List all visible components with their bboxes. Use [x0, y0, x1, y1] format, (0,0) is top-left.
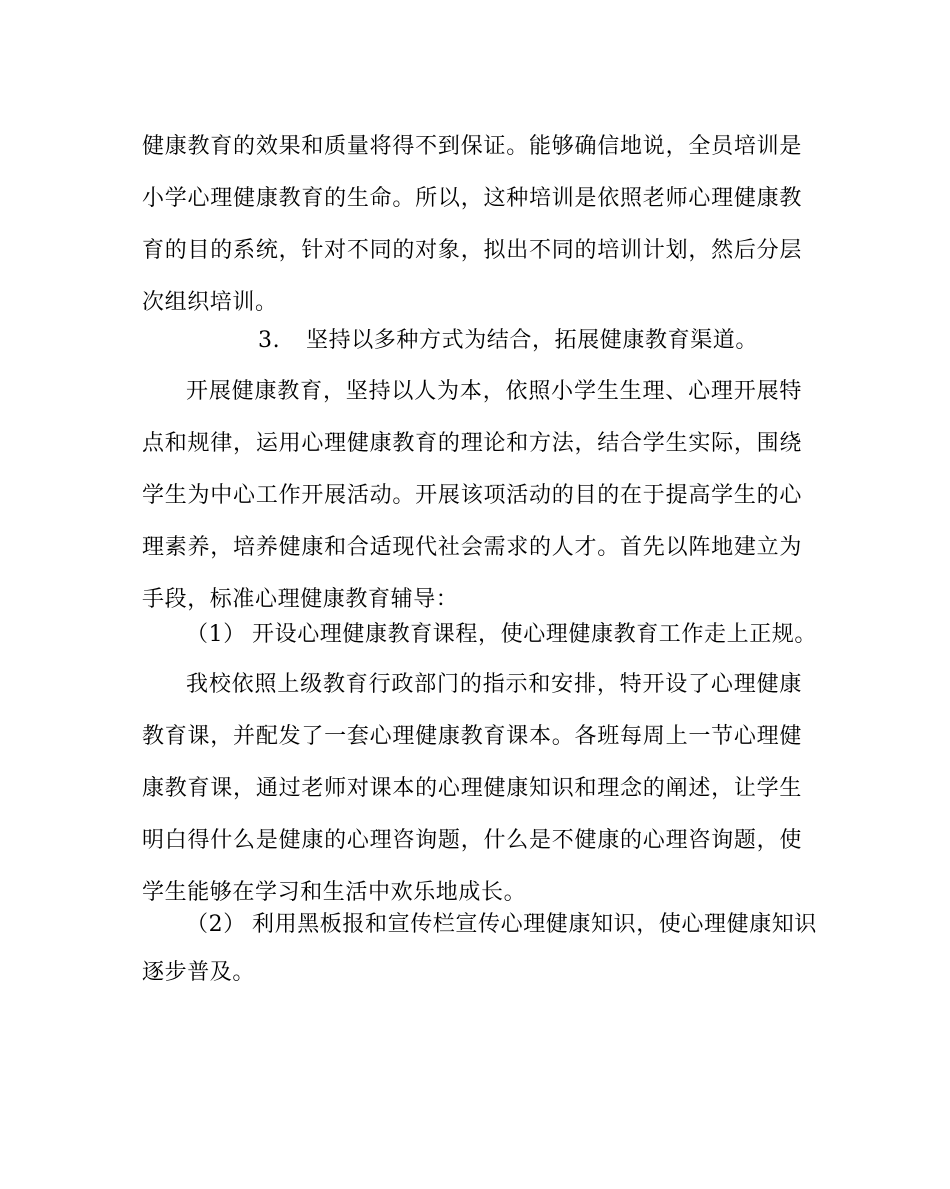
paragraph-course-description: 我校依照上级教育行政部门的指示和安排，特开设了心理健康教育课，并配发了一套心理健康教育课本。各班每周上一节心理健康教育课，通过老师对课本的心理健康知识和理念的阐述，让学生明白得什么是健康的心理咨询题，什么是不健康的心理咨询题，使学生能够在学习和生活中欢乐地成长。: [142, 672, 802, 905]
list-item-2-continuation: 逐步普及。: [142, 960, 256, 985]
section-heading-3: [258, 315, 758, 367]
list-item-text: 开设心理健康教育课程，使心理健康教育工作走上正规。: [252, 622, 818, 647]
list-item-text: 利用黑板报和宣传栏宣传心理健康知识，使心理健康知识: [252, 912, 818, 937]
list-item-number: （2）: [186, 912, 246, 937]
list-item-number: （1）: [186, 622, 246, 647]
paragraph-training-importance: 健康教育的效果和质量将得不到保证。能够确信地说，全员培训是小学心理健康教育的生命。所以，这种培训是依照老师心理健康教育的目的系统，针对不同的对象，拟出不同的培训计划，然后分层次组织培训。: [142, 134, 802, 315]
list-item-2: [186, 899, 817, 951]
section-title: 坚持以多种方式为结合，拓展健康教育渠道。: [306, 328, 759, 353]
section-number: 3.: [258, 328, 281, 353]
paragraph-health-education-approach: 开展健康教育，坚持以人为本，依照小学生生理、心理开展特点和规律，运用心理健康教育的理论和方法，结合学生实际，围绕学生为中心工作开展活动。开展该项活动的目的在于提高学生的心理素养，培养健康和合适现代社会需求的人才。首先以阵地建立为手段，标准心理健康教育辅导：: [142, 379, 802, 612]
list-item-1: [186, 609, 817, 661]
